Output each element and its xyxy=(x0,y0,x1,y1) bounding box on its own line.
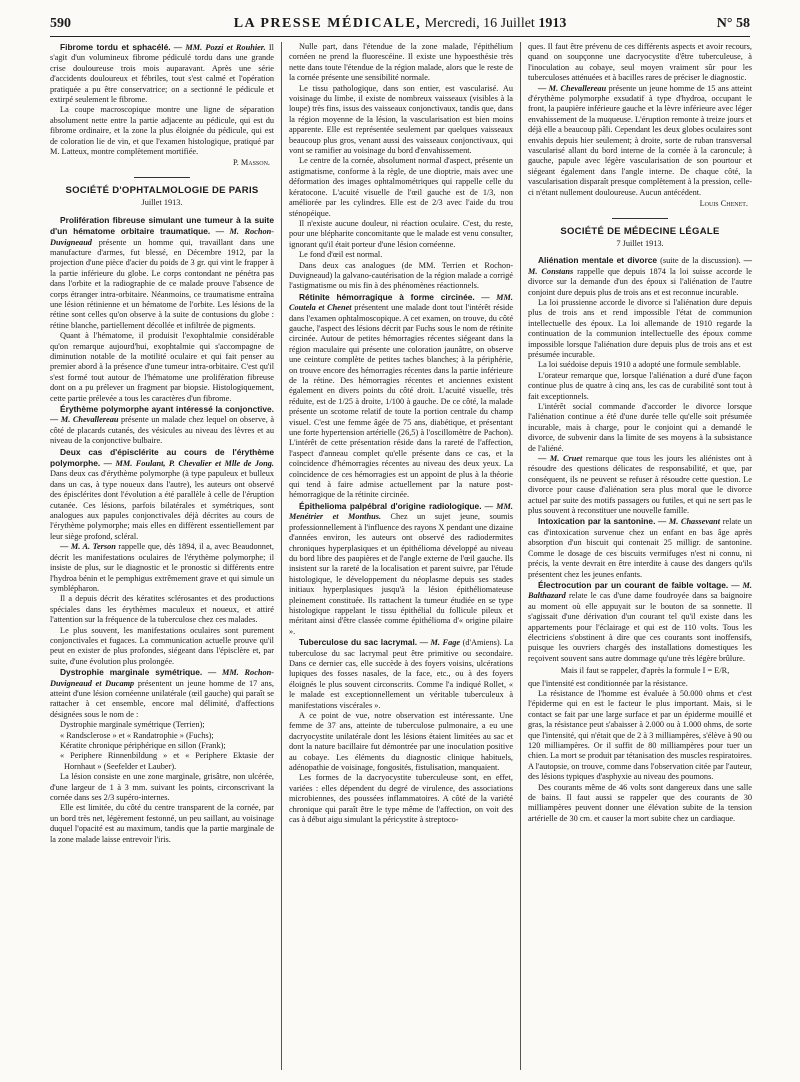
comment-chevallereau xyxy=(528,84,752,198)
formula-lead: Mais il faut se rappeler, d'après la formule I = xyxy=(560,666,715,676)
article-title: Épithelioma palpébral d'origine radiologique. xyxy=(299,500,482,511)
formula-line xyxy=(528,666,752,676)
article-alienation xyxy=(528,255,752,298)
comment-terson xyxy=(50,542,274,594)
paragraph: Chez un sujet jeune, soumis professionnellement à l'influence des rayons X pendant une dizaine d'années environ, les auteurs ont observé des radiodermites chroniques hyperplasiques et un épithélioma développé au niveau du bord libre des paupières et de l'angle externe de l'œil gauche. Ils insistent sur la rareté de la localisation et parent suivre, par l'étude histologique, le développement du néoplasme depuis ses stades initiaux hyperplasiques jusqu'à la lésion épithéliomateuse pleinement constituée. Ils rattachent la tumeur étudiée en se type histologique rappelant le tissu épithélial du follicule pileux et méritant ainsi d'être classée comme épithélioma d'« origine pilaire ». xyxy=(289,512,513,636)
paragraph: Le plus souvent, les manifestations oculaires sont purement conjonctivales et fugaces. La communication actuelle prouve qu'il peut en exister de plus profondes, siégeant dans l'épisclère et, par suite, d'une évolution plus prolongée. xyxy=(50,625,274,666)
formula: E/R xyxy=(714,666,728,676)
article-authors: — M. Balthazard xyxy=(528,580,752,601)
signature: P. Masson. xyxy=(233,158,270,168)
article-subtitle: (suite de la discussion). xyxy=(657,256,741,266)
paragraph: que l'intensité est conditionnée par la résistance. xyxy=(528,678,688,688)
article-authors: — M. Chassevant xyxy=(655,517,721,527)
issue-year: 1913 xyxy=(538,16,567,31)
paragraph: présentent un jeune homme de 17 ans, atteint d'une lésion cornéenne unilatérale (œil gauche) qui paraît se rattacher à cet ensemble, encore mal délimité, d'affections désignées sous le nom de : xyxy=(50,678,274,719)
article-authors: — M. Fage xyxy=(419,638,461,648)
article-title: Érythème polymorphe ayant intéressé la conjonctive. xyxy=(60,404,274,414)
column-2 xyxy=(289,42,513,1070)
section-title: SOCIÉTÉ DE MÉDECINE LÉGALE xyxy=(560,225,720,237)
issue-number: N° 58 xyxy=(716,16,750,31)
article-authors: — MM. Menétrier et Monthus. xyxy=(289,501,513,522)
paragraph: Dans deux cas d'érythème polymorphe (à type papuleux et bulleux dans un cas, à type noueux dans l'autre), les auteurs ont observé des épisclérites dont l'évolution a été parallèle à celle de l'éruption cutanée. Ces lésions, parfois bilatérales et symétriques, sont analogues aux papules conjonctivales déjà décrites au cours de l'érythème polymorphe; mais elles en diffèrent essentiellement par leur siège profond, scléral. xyxy=(50,469,274,541)
article-electrocution xyxy=(528,580,752,664)
paragraph: Les formes de la dacryocystite tuberculeuse sont, en effet, variées : elles dépendent du degré de virulence, des associations microbiennes, des poussées inflammatoires. A côté de la variété chronique qui paraît être le type même de l'affection, on voit des cas à début aigu simulant la péricystite à streptoco- xyxy=(289,773,513,825)
article-title: Aliénation mentale et divorce xyxy=(538,255,658,266)
article-proliferation xyxy=(50,215,274,331)
paragraph: La lésion consiste en une zone marginale, grisâtre, non ulcérée, d'une largeur de 1 à 3 mm. suivant les points, circonscrivant la cornée dans ses 2/3 supéro-internes. xyxy=(50,772,274,803)
article-title: Tuberculose du sac lacrymal. xyxy=(299,637,418,648)
paragraph: Dans deux cas analogues (de MM. Terrien et Rochon-Duvigneaud) la galvano-cautérisation de la région malade a corrigé l'astigmatisme ou mis fin à des phénomènes réactionnels. xyxy=(289,260,513,291)
page-number: 590 xyxy=(50,16,71,31)
paragraph: rappelle que, dès 1894, il a, avec Beaudonnet, décrit les manifestations oculaires de l'érythème polymorphe; il insiste de plus, sur le diagnostic et le pronostic si différents entre l'hydroa bénin et le pemphigus extrêmement grave et qui simule un symblépharon. xyxy=(50,542,274,593)
list-item: « Periphere Rinnenbildung » et « Periphere Ektasie der Hornhaut » (Seefelder et Lauber). xyxy=(60,751,274,771)
paragraph: La résistance de l'homme est évaluée à 50.000 ohms et c'est l'épiderme qui en est le facteur le plus important. Mais, si le contact se fait par une large surface et par un épiderme mouillé et gras, la résistance peut s'abaisser à 2.000 ou à 1.000 ohms, de sorte que l'intensité, qui n'était que de 2 à 3 milliampères, s'élève à 90 ou 120 milliampères. Or il suffit de 80 milliampères pour tuer un chien. La mort se produit par tétanisation des muscles respiratoires. A l'autopsie, on trouve, comme dans l'observation citée par l'auteur, des lésions typiques d'asphyxie au niveau des poumons. xyxy=(528,688,752,782)
paragraph: Le fond d'œil est normal. xyxy=(299,250,383,260)
article-title: Intoxication par la santonine. xyxy=(538,516,656,527)
article-tuberculose xyxy=(289,637,513,711)
paragraph: Le centre de la cornée, absolument normal d'aspect, présente un astigmatisme, conforme à la règle, de une dioptrie, mais avec une déformation des images ophtalmométriques qui rappelle celle du kératocone. L'acuité visuelle de l'œil gauche est de 1/3, non améliorée par les cylindres. Elle est de 2/3 avec l'aide du trou sténopéique. xyxy=(289,156,513,218)
paragraph: présente un jeune homme de 15 ans atteint d'érythème polymorphe exsudatif à type d'hydroa, occupant le front, la paupière inférieure gauche et la lèvre inférieure avec léger envahissement de la muqueuse. L'éruption remonte à treize jours et déjà elle a beaucoup pâli. Cependant les deux globes oculaires sont envahis depuis hier seulement; à droite, sorte de ruban transversal vascularisé allant du bord interne de la cornée à la caroncule; à gauche, papule avec légère vascularisation de son pourtour et siégeant également dans l'angle interne. De chaque côté, la vascularisation disparaît presque complètement à la pression, celle-ci n'étant nullement douloureuse. Aucun antécédent. xyxy=(528,83,752,197)
paragraph: remarque que tous les jours les aliénistes ont à résoudre des questions délicates de responsabilité, et que, par conséquent, ils ne peuvent se refuser à résoudre cette question. Le divorce pour cause d'aliénation sera plus moral que le divorce actuel par suite des motifs passagers ou futiles, et qui ne sert pas le plus souvent à reconstituer une nouvelle famille. xyxy=(528,454,752,516)
paragraph: L'orateur remarque que, lorsque l'aliénation a duré d'une façon continue plus de quatre à cinq ans, les cas de curabilité sont tout à fait exceptionnels. xyxy=(528,370,752,401)
article-authors: — M. Chevallereau xyxy=(538,83,607,93)
paragraph: Elle est limitée, du côté du centre transparent de la cornée, par un bord très net, légèrement festonné, un peu saillant, au voisinage duquel l'opacité est au maximum, tandis que la partie marginale de la zone malade laisse entrevoir l'iris. xyxy=(50,803,274,844)
paragraph: rappelle que depuis 1874 la loi suisse accorde le divorce sur la demande d'un des époux si l'aliénation de l'autre conjoint dure depuis plus de trois ans et est reconnue incurable. xyxy=(528,266,752,297)
paragraph: Des courants même de 46 volts sont dangereux dans une salle de bains. Il faut aussi se rappeler que des courants de 30 milliampères peuvent donner une élévation subite de la tension artérielle de 30 cm. et causer la mort subite chez un cardiaque. xyxy=(528,782,752,823)
column-1 xyxy=(50,42,274,1070)
column-3 xyxy=(528,42,752,1070)
article-title: Dystrophie marginale symétrique. xyxy=(60,667,203,678)
paragraph: Le tissu pathologique, dans son entier, est vascularisé. Au voisinage du limbe, il existe de nombreux vaisseaux (visibles à la loupe) très fins, issus des vaisseaux conjonctivaux, tandis que, dans la région moyenne de la lésion, la vascularisation est bien moins apparente. Elle est représentée seulement par quelques vaisseaux beaucoup plus gros, venant aussi des vaisseaux conjonctivaux, qui vont se ramifier au voisinage du bord d'envahissement. xyxy=(289,83,513,156)
list-item: Kératite chronique périphérique en sillon (Frank); xyxy=(60,741,226,750)
article-title: Fibrome tordu et sphacélé. xyxy=(60,42,171,52)
paragraph: présente un homme qui, travaillant dans une manufacture d'armes, fut blessé, en Décembre 1912, par la projection d'une pièce d'acier du poids de 3 gr. qui vint le frapper à la partie inférieure du globe. Le corps contondant ne pénétra pas dans l'orbite et la radiographie de ce malade prouve l'absence de corps étranger intra-orbitaire. Néanmoins, ce traumatisme entraîna une lésion rétinienne et un hématome de l'orbite. Les lésions de la rétine sont celles qu'on observe à la suite de contusions du globe : rétine blanche, partiellement décollée et infiltrée de pigments. xyxy=(50,237,274,330)
column-rule xyxy=(281,42,282,1070)
paragraph: (d'Amiens). La tuberculose du sac lacrymal peut être primitive ou secondaire. Dans ce dernier cas, elle succède à des foyers voisins, ulcérations lupiques des fosses nasales, de la face, etc., ou à des foyers éloignés le plus souvent circonscrits. Comme l'a indiqué Rollet, « le malade est exceptionnellement un véritable tuberculeux à manifestations viscérales ». xyxy=(289,638,513,710)
paragraph: Il n'existe aucune douleur, ni réaction oculaire. C'est, du reste, pour une blépharite concomitante que le malade est venu consulter, ignorant qu'il était porteur d'une lésion cornéenne. xyxy=(289,218,513,249)
article-santonine xyxy=(528,516,752,579)
article-authors: — MM. Pozzi et Rouhier. xyxy=(173,43,266,52)
article-authors: — MM. Foulant, P. Chevalier et Mlle de Jong. xyxy=(103,459,274,469)
paragraph: relate le cas d'une dame foudroyée dans sa baignoire au moment où elle appuyait sur le bouton de sa sonnette. Il s'agissait d'une dérivation d'un courant tel qu'il existe dans les appartements pour l'éclairage et qui est de 110 volts. Tous les électriciens s'obstinent à dire que ces courants sont inoffensifs, puisque les ouvriers chargés des installations domestiques les reçoivent souvent sans autre dommage qu'une très légère brûlure. xyxy=(528,591,752,663)
article-authors: — M. Constans xyxy=(528,256,752,276)
article-authors: — M. Chevallereau xyxy=(50,415,119,425)
paragraph: présentent une malade dont tout l'intérêt réside dans l'examen ophtalmoscopique. A cet examen, on trouve, du côté gauche, l'aspect des lésions décrit par Fuchs sous le nom de rétinite circinée. Autour de petites hémorragies récentes siégeant dans la région maculaire qui présente une coloration jaunâtre, on observe une ceinture complète de petites taches blanches; à la périphérie, on trouve encore des hémorragies récentes dans la partie inférieure de la rétine. Des hémorragies récentes et anciennes existent également en divers points du côté droit. L'acuité visuelle, très réduite, est de 1/25 à droite, 1/100 à gauche. De ce côté, la malade présente un scotome relatif de toute la portion centrale du champ visuel. C'est une femme âgée de 75 ans, diabétique, et présentant une forte hypertension artérielle (26,5) à l'oscillomètre de Pachon). L'intérêt de cette présentation réside dans la rareté de l'affection, l'aspect d'anneau complet qu'elle présente dans ce cas, et la coïncidence d'hémorragies récentes au niveau des deux yeux. La coïncidence de ces hémorragies est un appoint de plus à la théorie qui tend à faire admise actuellement par la nature post-hémorragique de la rétinite circinée. xyxy=(289,303,513,500)
paragraph: ques. Il faut être prévenu de ces différents aspects et avoir recours, quand on soupçonne une dacryocystite d'être tuberculeuse, à l'inoculation au cobaye, seul moyen vraiment sûr pour les tuberculoses atténuées et à bacilles rares de préciser le diagnostic. xyxy=(528,42,752,83)
article-authors: — M. Cruet xyxy=(538,454,583,464)
article-dystrophie xyxy=(50,667,274,720)
page-header xyxy=(50,14,750,37)
section-date: 7 Juillet 1913. xyxy=(616,238,664,248)
paragraph: présente un malade chez lequel on observe, à côté de placards cutanés, des vésicules au niveau des lèvres et au niveau de la conjonctive bulbaire. xyxy=(50,415,274,446)
list-item: « Randsclerose » et « Randatrophie » (Fuchs); xyxy=(60,730,214,740)
paragraph: Nulle part, dans l'étendue de la zone malade, l'épithélium cornéen ne prend la fluorescéine. Il existe une hypoesthésie très nette dans toute l'étendue de la région malade, alors que le reste de la cornée présente une sensibilité normale. xyxy=(289,42,513,83)
separator xyxy=(612,218,668,219)
paragraph: Quant à l'hématome, il produisit l'exophtalmie considérable qu'on remarque aujourd'hui, exophtalmie qui s'accompagne de diminution notable de la motilité oculaire et qui fait penser au premier abord à la présence d'une tumeur intra-orbitaire. C'est qu'il s'est formé tout autour de l'hématome une prolifération fibreuse dont on a pu prélever un fragment par biopsie. Histologiquement, cette partie prélevée a tous les caractères d'un fibrome. xyxy=(50,331,274,403)
paragraph: La coupe macroscopique montre une ligne de séparation absolument nette entre la partie adjacente au pédicule, qui est du fibrome ordinaire, et la zone la plus éloignée du pédicule, qui est de coloration lie de vin, et que l'examen histologique, pratiqué par M. Latteux, montre complètement mortifiée. xyxy=(50,105,274,157)
article-epithelioma xyxy=(289,501,513,637)
section-date: Juillet 1913. xyxy=(141,198,183,208)
paragraph: A ce point de vue, notre observation est intéressante. Une femme de 37 ans, atteinte de tuberculose pulmonaire, a eu une dacryocystite unilatérale dont les lésions étaient limitées au sac et dont la nature bacillaire fut démontrée par une inoculation positive au cobaye. Les éléments du diagnostic clinique habituels, adénopathie de voisinage, fongosités, fistulisation, manquaient. xyxy=(289,711,513,773)
article-title: Deux cas d'épisclérite au cours de l'érythème polymorphe. xyxy=(50,446,274,469)
journal-title-line xyxy=(50,16,750,32)
article-authors: — MM. Rochon-Duvigneaud et Ducamp xyxy=(50,668,274,688)
article-fibrome xyxy=(50,42,274,105)
signature: Louis Chenet. xyxy=(699,199,748,209)
list-item: Dystrophie marginale symétrique (Terrien); xyxy=(60,720,205,730)
comment-cruet xyxy=(528,454,752,516)
article-title: Rétinite hémorragique à forme circinée. xyxy=(299,291,475,302)
issue-date: Mercredi, 16 Juillet xyxy=(424,16,535,31)
article-episclerite xyxy=(50,447,274,543)
paragraph: L'intérêt social commande d'accorder le divorce lorsque l'aliénation continue a été d'une durée telle qu'elle soit présumée incurable, mais à charge, pour le conjoint qui a demandé le divorce, de subvenir dans la limite de ses moyens à la subsistance de l'aliéné. xyxy=(528,402,752,453)
article-authors: — MM. Coutela et Chenet xyxy=(289,292,513,313)
article-authors: — M. A. Terson xyxy=(60,542,116,552)
formula-trail: , xyxy=(727,666,730,676)
column-rule xyxy=(520,42,521,1070)
paragraph: La loi prussienne accorde le divorce si l'aliénation dure depuis plus de trois ans et rend impossible l'état de communion intellectuelle des époux. La loi allemande de 1910 regarde la continuation de la communion intellectuelle des époux comme impossible lorsque l'aliénation dure depuis plus de trois ans et est présumée incurable. xyxy=(528,297,752,359)
article-authors: — M. Rochon-Duvigneaud xyxy=(50,227,274,247)
paragraph: relate un cas d'intoxication survenue chez un enfant en bas âge après absorption d'un biscuit qui contenait 25 milligr. de santonine. Comme le dosage de ces biscuits vermifuges n'est ni connu, ni précis, la vente devrait en être interdite à cause des dangers qu'ils présentent chez les jeunes enfants. xyxy=(528,517,752,579)
journal-title: LA PRESSE MÉDICALE, xyxy=(233,16,422,31)
separator xyxy=(134,177,190,178)
section-title: SOCIÉTÉ D'OPHTALMOLOGIE DE PARIS xyxy=(65,184,259,196)
paragraph: Il s'agit d'un volumineux fibrome pédiculé tordu dans une grande crise douloureuse trois mois auparavant. Après une série d'accidents douloureux et fébriles, tout s'est calmé et l'opération pratiquée a pu être conservatrice; on a sectionné le pédicule et extirpé seulement le fibrome. xyxy=(50,43,274,105)
article-title: Prolifération fibreuse simulant une tumeur à la suite d'un hématome orbitaire traumatique. xyxy=(50,214,274,237)
article-retinite xyxy=(289,292,513,501)
paragraph: Il a depuis décrit des kératites sclérosantes et des productions spéciales dans les érythèmes maculeux et noueux, et attiré l'attention sur la fréquence de la tuberculose chez ces malades. xyxy=(50,594,274,625)
article-title: Électrocution par un courant de faible voltage. xyxy=(538,579,729,590)
article-erytheme xyxy=(50,404,274,447)
paragraph: La loi suédoise depuis 1910 a adopté une formule semblable. xyxy=(538,360,741,370)
